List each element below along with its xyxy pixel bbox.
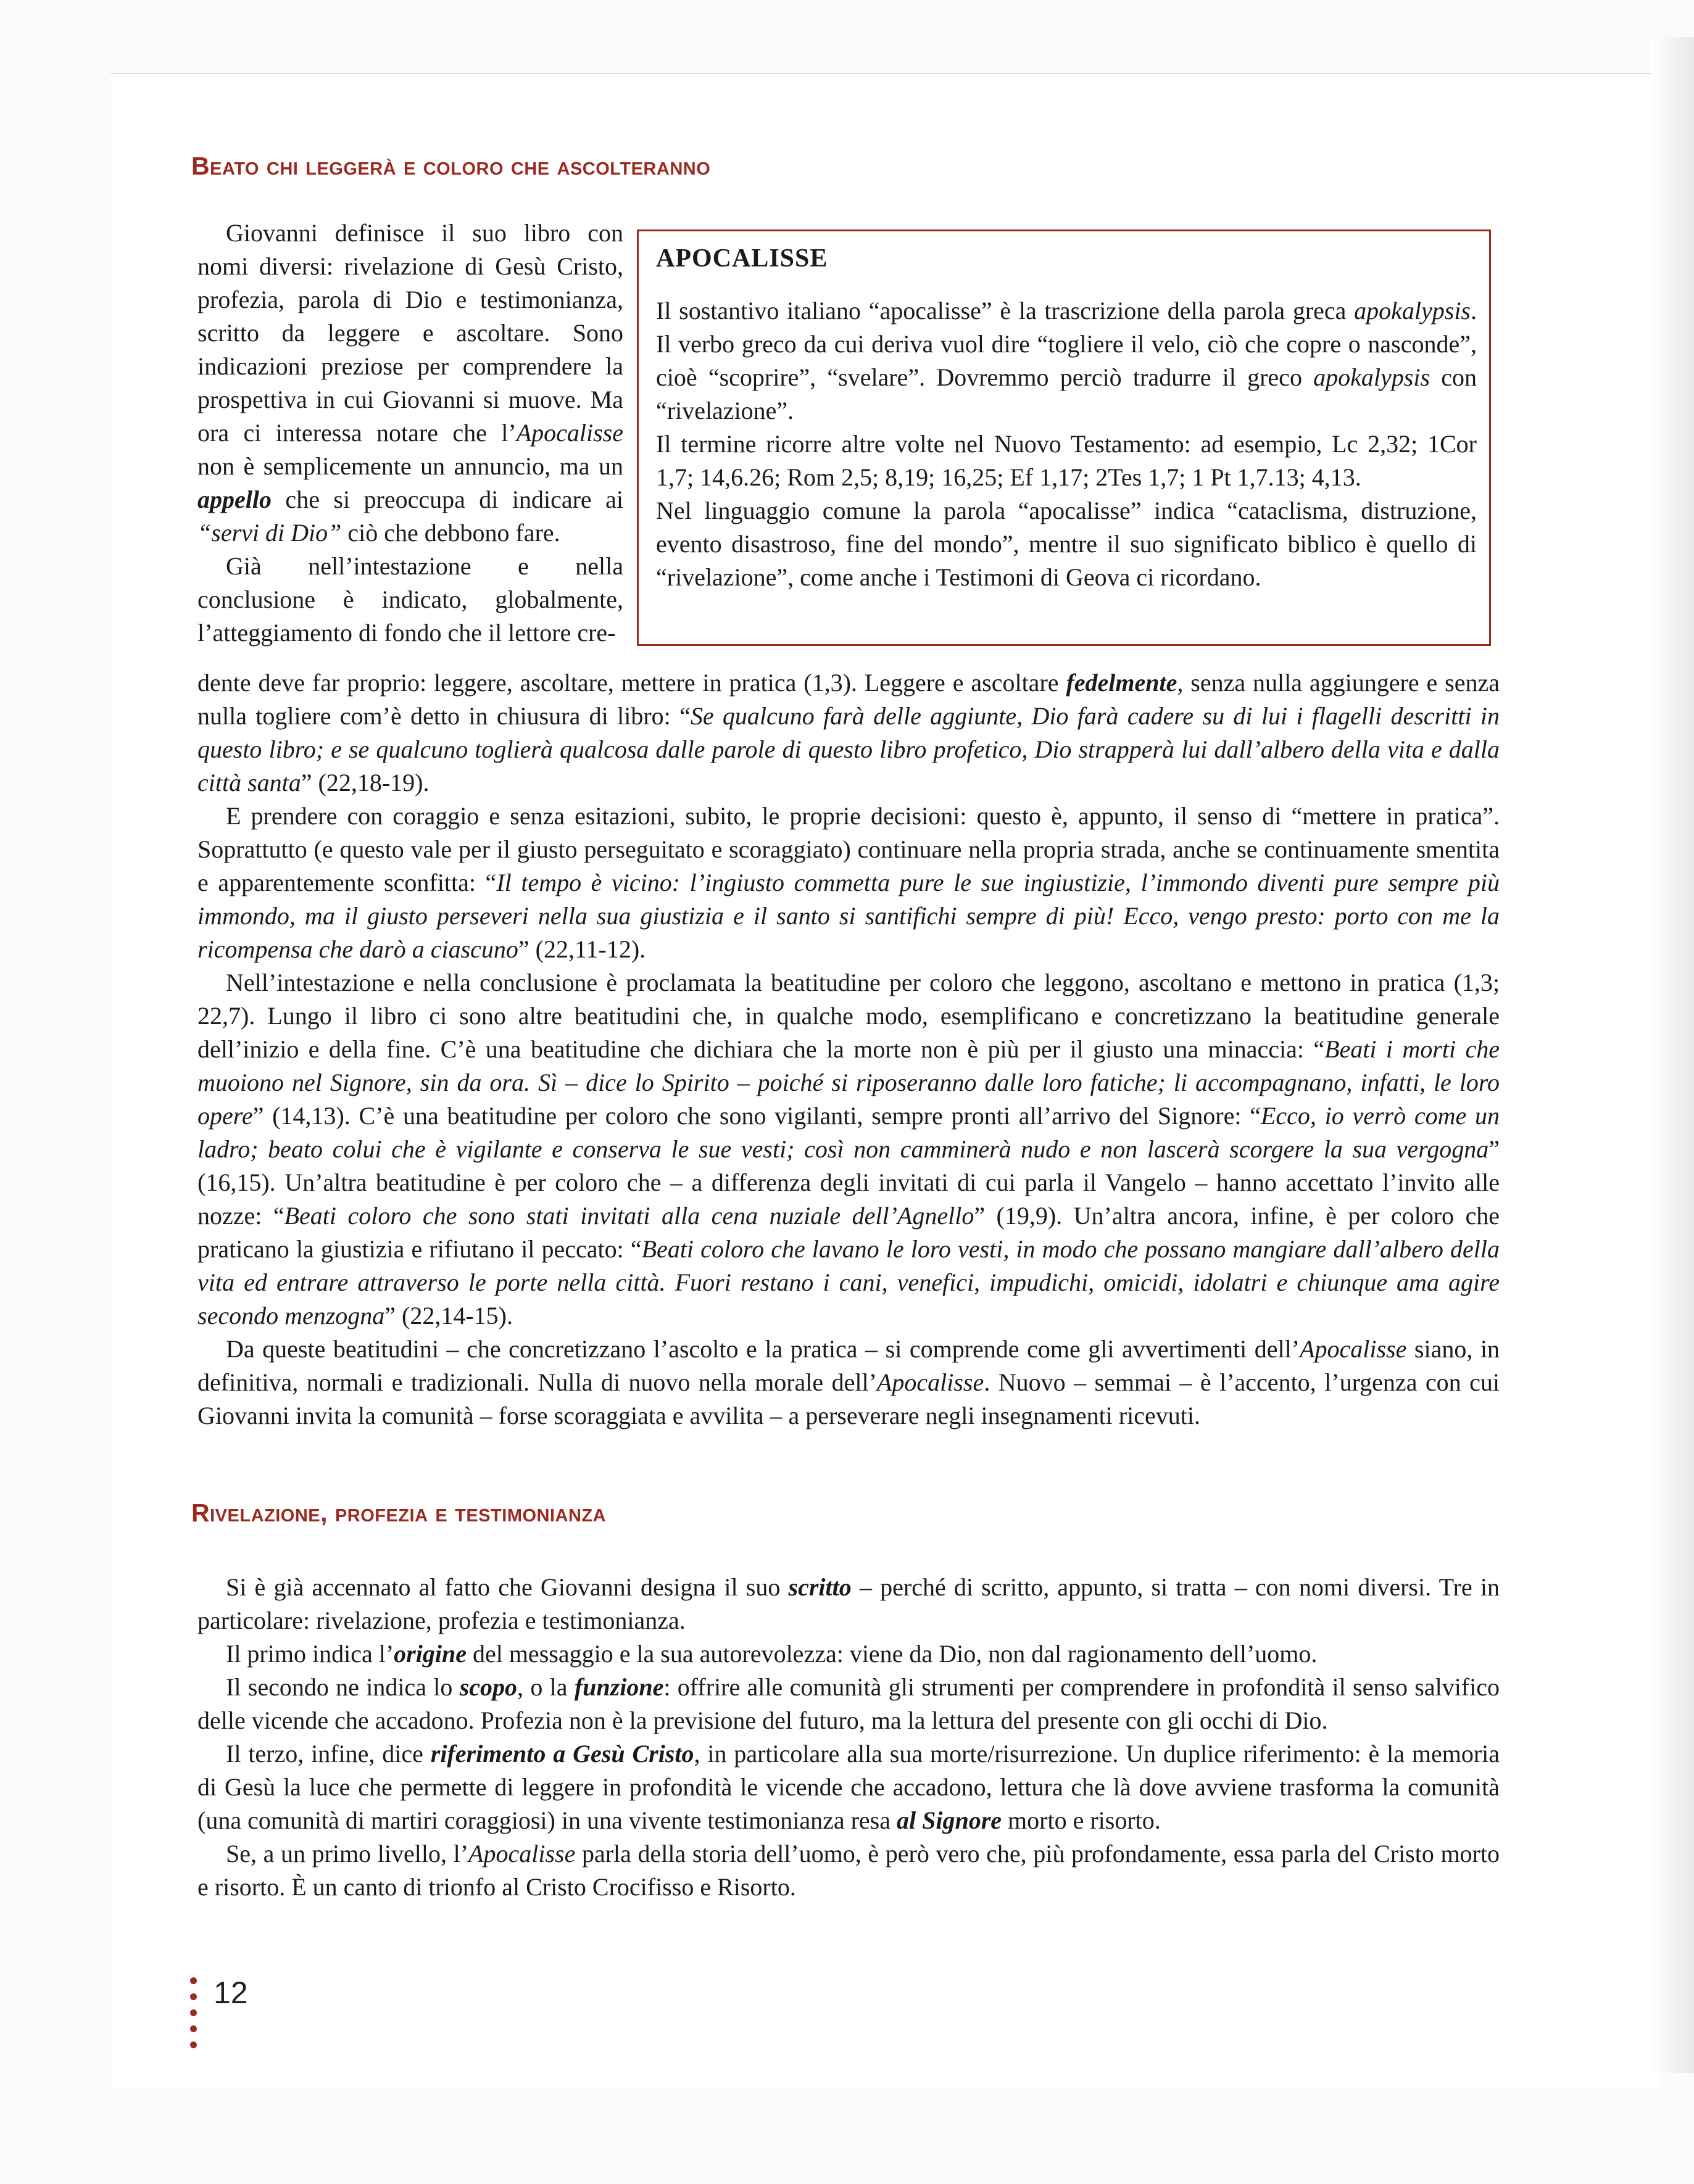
left-column-text	[197, 217, 623, 650]
box-paragraph: Il sostantivo italiano “apocalisse” è la trascrizione della parola greca apokalypsis. Il verbo greco da cui deriva vuol dire “togliere il velo, ciò che copre o nasconde”, cioè “scoprire”, “svelare”. Dovremmo perciò tradurre il greco apokalypsis con “rivelazione”.	[656, 297, 1477, 424]
main-body-text	[197, 666, 1500, 1433]
paragraph: Si è già accennato al fatto che Giovanni designa il suo scritto – perché di scritto, appunto, si tratta – con nomi diversi. Tre in particolare: rivelazione, profezia e testimonianza.	[197, 1573, 1500, 1634]
section-heading-beato: Beato chi leggerà e coloro che ascolteranno	[191, 152, 711, 180]
paragraph: E prendere con coraggio e senza esitazioni, subito, le proprie decisioni: questo è, appunto, il senso di “mettere in pratica”. Soprattutto (e questo vale per il giusto perseguitato e scoraggiato) continuare nella propria strada, anche se continuamente smentita e apparentemente sconfitta: “Il tempo è vicino: l’ingiusto commetta pure le sue ingiustizie, l’immondo diventi pure sempre più immondo, ma il giusto perseveri nella sua giustizia e il santo si santifichi sempre di più! Ecco, vengo presto: porto con me la ricompensa che darò a ciascuno” (22,11-12).	[197, 802, 1500, 963]
box-paragraph: Nel linguaggio comune la parola “apocalisse” indica “cataclisma, distruzione, evento disastroso, fine del mondo”, mentre il suo significato biblico è quello di “rivelazione”, come anche i Testimoni di Geova ci ricordano.	[656, 497, 1477, 591]
paragraph: Da queste beatitudini – che concretizzano l’ascolto e la pratica – si comprende come gli avvertimenti dell’Apocalisse siano, in definitiva, normali e tradizionali. Nulla di nuovo nella morale dell’Apocalisse. Nuovo – semmai – è l’accento, l’urgenza con cui Giovanni invita la comunità – forse scoraggiata e avvilita – a perseverare negli insegnamenti ricevuti.	[197, 1335, 1500, 1429]
paragraph: Giovanni definisce il suo libro con nomi diversi: rivelazione di Gesù Cristo, profezia, parola di Dio e testimonianza, scritto da leggere e ascoltare. Sono indicazioni preziose per comprendere la prospettiva in cui Giovanni si muove. Ma ora ci interessa notare che l’Apocalisse non è semplicemente un annuncio, ma un appello che si preoccupa di indicare ai “servi di Dio” ciò che debbono fare.	[197, 219, 623, 547]
section2-body-text	[197, 1571, 1500, 1904]
apocalisse-sidebar-box	[637, 230, 1491, 646]
paragraph: Il terzo, infine, dice riferimento a Gesù Cristo, in particolare alla sua morte/risurrezione. Un duplice riferimento: è la memoria di Gesù la luce che permette di leggere in profondità le vicende che accadono, lettura che là dove avviene trasforma la comunità (una comunità di martiri coraggiosi) in una vivente testimonianza resa al Signore morto e risorto.	[197, 1740, 1500, 1834]
page-number-block	[190, 1977, 264, 2064]
section-heading-rivelazione: Rivelazione, profezia e testimonianza	[191, 1499, 607, 1527]
page-number: 12	[214, 1975, 248, 2010]
page-dots-ornament	[190, 1977, 199, 2058]
paragraph: Nell’intestazione e nella conclusione è proclamata la beatitudine per coloro che leggono, ascoltano e mettono in pratica (1,3; 22,7). Lungo il libro ci sono altre beatitudini che, in qualche modo, esemplificano e concretizzano la beatitudine generale dell’inizio e della fine. C’è una beatitudine che dichiara che la morte non è più per il giusto una minaccia: “Beati i morti che muoiono nel Signore, sin da ora. Sì – dice lo Spirito – poiché si riposeranno dalle loro fatiche; li accompagnano, infatti, le loro opere” (14,13). C’è una beatitudine per coloro che sono vigilanti, sempre pronti all’arrivo del Signore: “Ecco, io verrò come un ladro; beato colui che è vigilante e conserva le sue vesti; così non camminerà nudo e non lascerà scorgere la sua vergogna” (16,15). Un’altra beatitudine è per coloro che – a differenza degli invitati di cui parla il Vangelo – hanno accettato l’invito alle nozze: “Beati coloro che sono stati invitati alla cena nuziale dell’Agnello” (19,9). Un’altra ancora, infine, è per coloro che praticano la giustizia e rifiutano il peccato: “Beati coloro che lavano le loro vesti, in modo che possano mangiare dall’albero della vita ed entrare attraverso le porte nella città. Fuori restano i cani, venefici, impudichi, omicidi, idolatri e chiunque ama agire secondo menzogna” (22,14-15).	[197, 969, 1500, 1330]
page-fold-shadow	[1651, 37, 1694, 2073]
paragraph: Già nell’intestazione e nella conclusione è indicato, globalmente, l’atteggiamento di fondo che il lettore cre-	[197, 552, 623, 647]
paragraph: Il secondo ne indica lo scopo, o la funzione: offrire alle comunità gli strumenti per comprendere in profondità il senso salvifico delle vicende che accadono. Profezia non è la previsione del futuro, ma la lettura del presente con gli occhi di Dio.	[197, 1673, 1500, 1734]
box-paragraph: Il termine ricorre altre volte nel Nuovo Testamento: ad esempio, Lc 2,32; 1Cor 1,7; 14,6.26; Rom 2,5; 8,19; 16,25; Ef 1,17; 2Tes 1,7; 1 Pt 1,7.13; 4,13.	[656, 430, 1477, 491]
paragraph: Se, a un primo livello, l’Apocalisse parla della storia dell’uomo, è però vero che, più profondamente, essa parla del Cristo morto e risorto. È un canto di trionfo al Cristo Crocifisso e Risorto.	[197, 1840, 1500, 1901]
paragraph: dente deve far proprio: leggere, ascoltare, mettere in pratica (1,3). Leggere e ascoltare fedelmente, senza nulla aggiungere e senza nulla togliere com’è detto in chiusura di libro: “Se qualcuno farà delle aggiunte, Dio farà cadere su di lui i flagelli descritti in questo libro; e se qualcuno toglierà qualcosa dalle parole di questo libro profetico, Dio strapperà lui dall’albero della vita e dalla città santa” (22,18-19).	[197, 669, 1500, 796]
paragraph: Il primo indica l’origine del messaggio e la sua autorevolezza: viene da Dio, non dal ragionamento dell’uomo.	[226, 1640, 1318, 1668]
box-title: APOCALISSE	[656, 244, 828, 273]
